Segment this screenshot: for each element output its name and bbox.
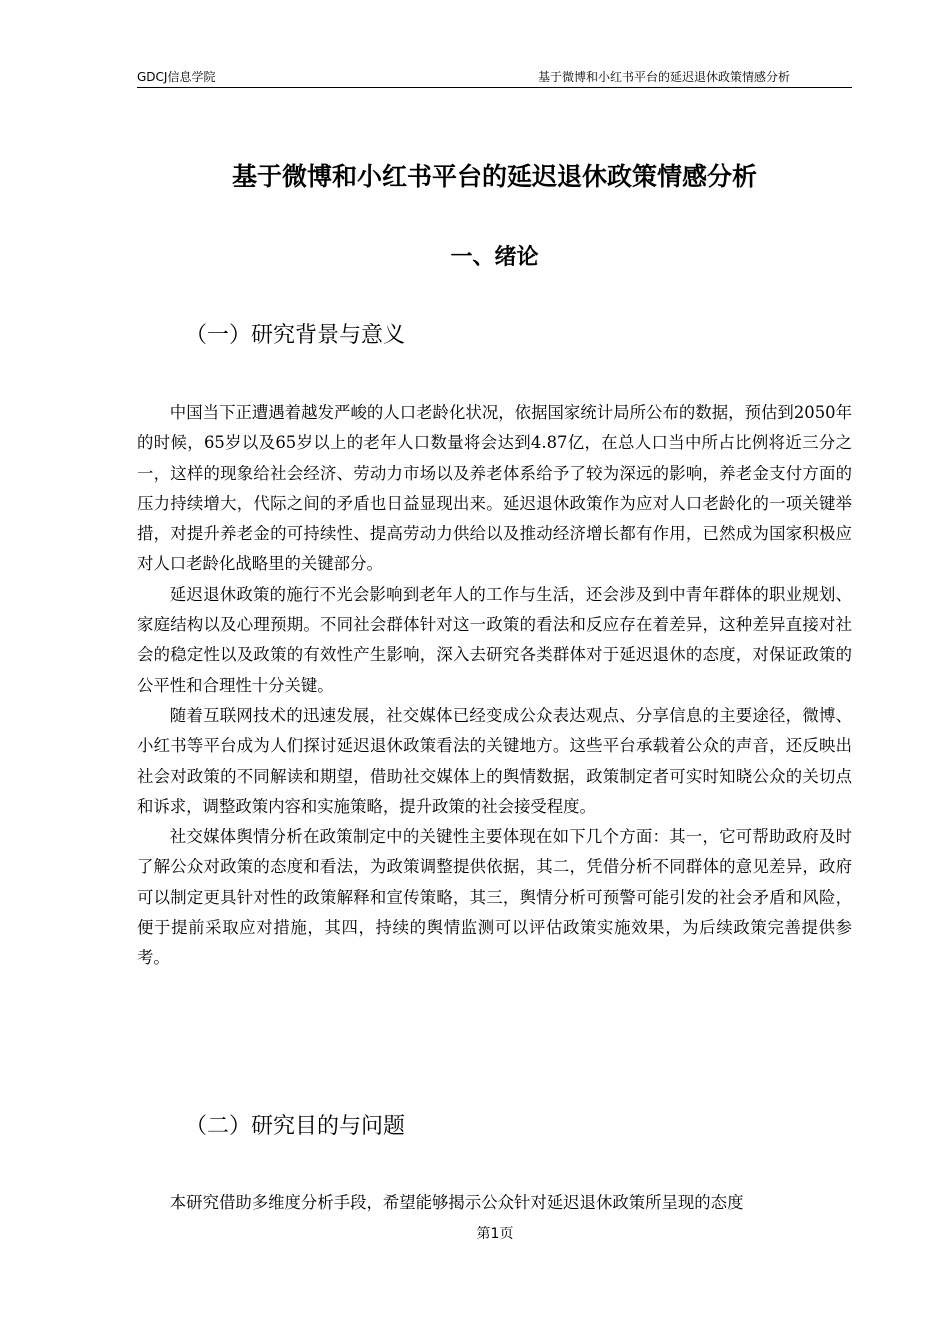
running-header xyxy=(137,68,852,88)
page-number: 第1页 xyxy=(476,1226,514,1242)
paragraph: 中国当下正遭遇着越发严峻的人口老龄化状况，依据国家统计局所公布的数据，预估到2050年的时候，65岁以及65岁以上的老年人口数量将会达到4.87亿，在总人口当中所占比例将近三分之一，这样的现象给社会经济、劳动力市场以及养老体系给予了较为深远的影响，养老金支付方面的压力持续增大，代际之间的矛盾也日益显现出来。延迟退休政策作为应对人口老龄化的一项关键举措，对提升养老金的可持续性、提高劳动力供给以及推动经济增长都有作用，已然成为国家积极应对人口老龄化战略里的关键部分。 xyxy=(137,403,852,574)
section-heading-objectives: （二）研究目的与问题 xyxy=(185,1114,406,1139)
header-paper-title: 基于微博和小红书平台的延迟退休政策情感分析 xyxy=(537,70,790,84)
header-institution: GDCJ信息学院 xyxy=(137,70,216,84)
paragraph: 延迟退休政策的施行不光会影响到老年人的工作与生活，还会涉及到中青年群体的职业规划、家庭结构以及心理预期。不同社会群体针对这一政策的看法和反应存在着差异，这种差异直接对社会的稳定性以及政策的有效性产生影响，深入去研究各类群体对于延迟退休的态度，对保证政策的公平性和合理性十分关键。 xyxy=(137,584,852,695)
section-body-background xyxy=(137,398,852,974)
section-heading-background: （一）研究背景与意义 xyxy=(185,323,406,348)
paragraph: 随着互联网技术的迅速发展，社交媒体已经变成公众表达观点、分享信息的主要途径，微博、小红书等平台成为人们探讨延迟退休政策看法的关键地方。这些平台承载着公众的声音，还反映出社会对政策的不同解读和期望，借助社交媒体上的舆情数据，政策制定者可实时知晓公众的关切点和诉求，调整政策内容和实施策略，提升政策的社会接受程度。 xyxy=(137,705,852,816)
section-body-objectives xyxy=(137,1188,852,1218)
paragraph: 本研究借助多维度分析手段，希望能够揭示公众针对延迟退休政策所呈现的态度 xyxy=(169,1193,744,1212)
paper-title: 基于微博和小红书平台的延迟退休政策情感分析 xyxy=(231,162,757,191)
paragraph: 社交媒体舆情分析在政策制定中的关键性主要体现在如下几个方面：其一，它可帮助政府及时了解公众对政策的态度和看法，为政策调整提供依据，其二，凭借分析不同群体的意见差异，政府可以制定更具针对性的政策解释和宣传策略，其三，舆情分析可预警可能引发的社会矛盾和风险，便于提前采取应对措施，其四，持续的舆情监测可以评估政策实施效果，为后续政策完善提供参考。 xyxy=(137,827,852,968)
chapter-heading: 一、绪论 xyxy=(450,245,539,270)
